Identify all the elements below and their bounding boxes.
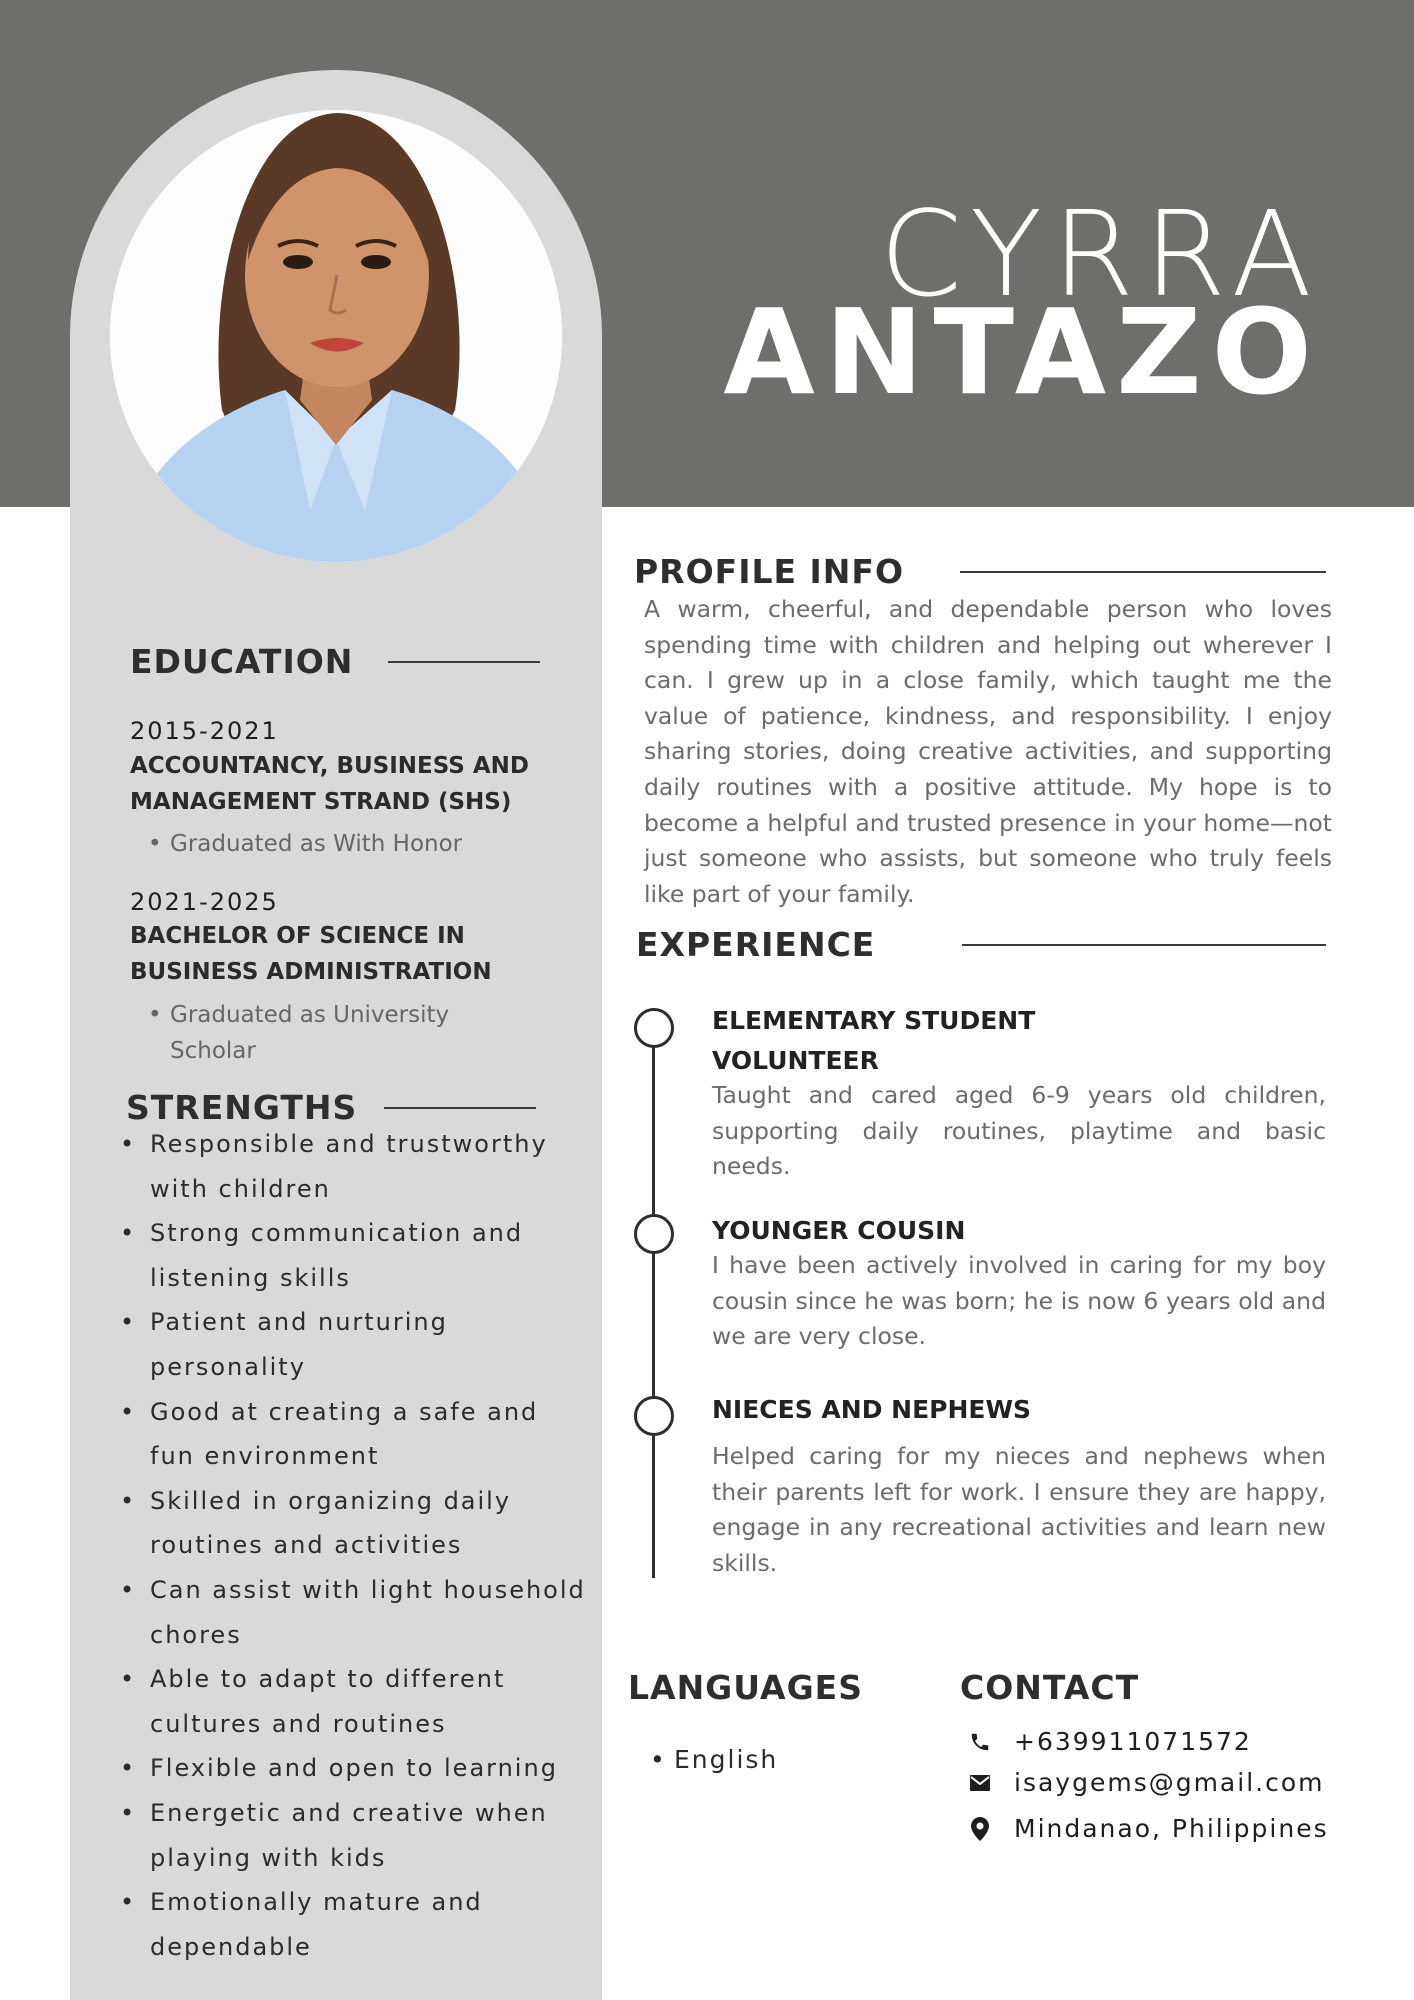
candidate-name [723, 185, 1322, 421]
education-note: • Graduated as University Scholar [148, 997, 530, 1069]
timeline-dot [634, 1214, 674, 1254]
contact-email[interactable]: isaygems@gmail.com [1014, 1768, 1325, 1797]
experience-description: Taught and cared aged 6-9 years old children, supporting daily routines, playtime and basic needs. [712, 1081, 1326, 1181]
strengths-rule [384, 1107, 536, 1109]
phone-icon [968, 1730, 992, 1754]
strength-item: • Energetic and creative when playing with kids [118, 1791, 588, 1880]
education-years: 2021-2025 [130, 888, 279, 916]
timeline-line [652, 1008, 655, 1578]
profile-info-text: A warm, cheerful, and dependable person who loves spending time with children and helping out wherever I can. I grew up in a close family, which taught me the value of patience, kindness, and responsibility. I enjoy sharing stories, doing creative activities, and supporting daily routines with a positive attitude. My hope is to become a helpful and trusted presence in your home—not just someone who assists, but someone who truly feels like part of your family. [644, 595, 1332, 908]
experience-heading: EXPERIENCE [636, 925, 876, 964]
strength-item: • Responsible and trustworthy with children [118, 1122, 588, 1211]
education-degree: ACCOUNTANCY, BUSINESS AND MANAGEMENT STRAND (SHS) [130, 753, 529, 815]
contact-heading: CONTACT [960, 1668, 1140, 1707]
strength-item: • Able to adapt to different cultures and routines [118, 1657, 588, 1746]
language-item: • English [650, 1745, 778, 1774]
education-heading: EDUCATION [130, 642, 354, 681]
contact-location-row [968, 1814, 1329, 1843]
strengths-heading: STRENGTHS [126, 1088, 358, 1127]
profile-info-rule [960, 571, 1326, 573]
education-note: • Graduated as With Honor [148, 826, 530, 862]
contact-phone-row [968, 1727, 1252, 1756]
timeline-dot [634, 1008, 674, 1048]
experience-title: ELEMENTARY STUDENT VOLUNTEER [712, 1006, 1036, 1075]
mail-icon [968, 1771, 992, 1795]
contact-phone[interactable]: +639911071572 [1014, 1727, 1252, 1756]
strength-item: • Emotionally mature and dependable [118, 1880, 588, 1969]
education-degree: BACHELOR OF SCIENCE IN BUSINESS ADMINISTRATION [130, 923, 492, 985]
timeline-dot [634, 1396, 674, 1436]
strength-item: • Skilled in organizing daily routines and activities [118, 1479, 588, 1568]
first-name: CYRRA [879, 185, 1322, 323]
strength-item: • Good at creating a safe and fun environment [118, 1390, 588, 1479]
last-name: ANTAZO [723, 283, 1322, 421]
education-rule [388, 661, 540, 663]
experience-description: Helped caring for my nieces and nephews when their parents left for work. I ensure they are happy, engage in any recreational activities and learn new skills. [712, 1442, 1326, 1577]
experience-title: YOUNGER COUSIN [712, 1216, 966, 1245]
languages-heading: LANGUAGES [628, 1668, 863, 1707]
profile-photo [110, 110, 562, 562]
experience-description: I have been actively involved in caring for my boy cousin since he was born; he is now 6 years old and we are very close. [712, 1251, 1326, 1351]
strength-item: • Strong communication and listening skills [118, 1211, 588, 1300]
experience-rule [962, 944, 1326, 946]
profile-info-heading: PROFILE INFO [634, 552, 905, 591]
strength-item: • Can assist with light household chores [118, 1568, 588, 1657]
strengths-list [118, 1122, 588, 1969]
strength-item: • Flexible and open to learning [118, 1746, 588, 1791]
contact-email-row [968, 1768, 1325, 1797]
contact-location: Mindanao, Philippines [1014, 1814, 1329, 1843]
strength-item: • Patient and nurturing personality [118, 1300, 588, 1389]
education-years: 2015-2021 [130, 717, 279, 745]
location-pin-icon [968, 1817, 992, 1841]
experience-title: NIECES AND NEPHEWS [712, 1395, 1032, 1424]
